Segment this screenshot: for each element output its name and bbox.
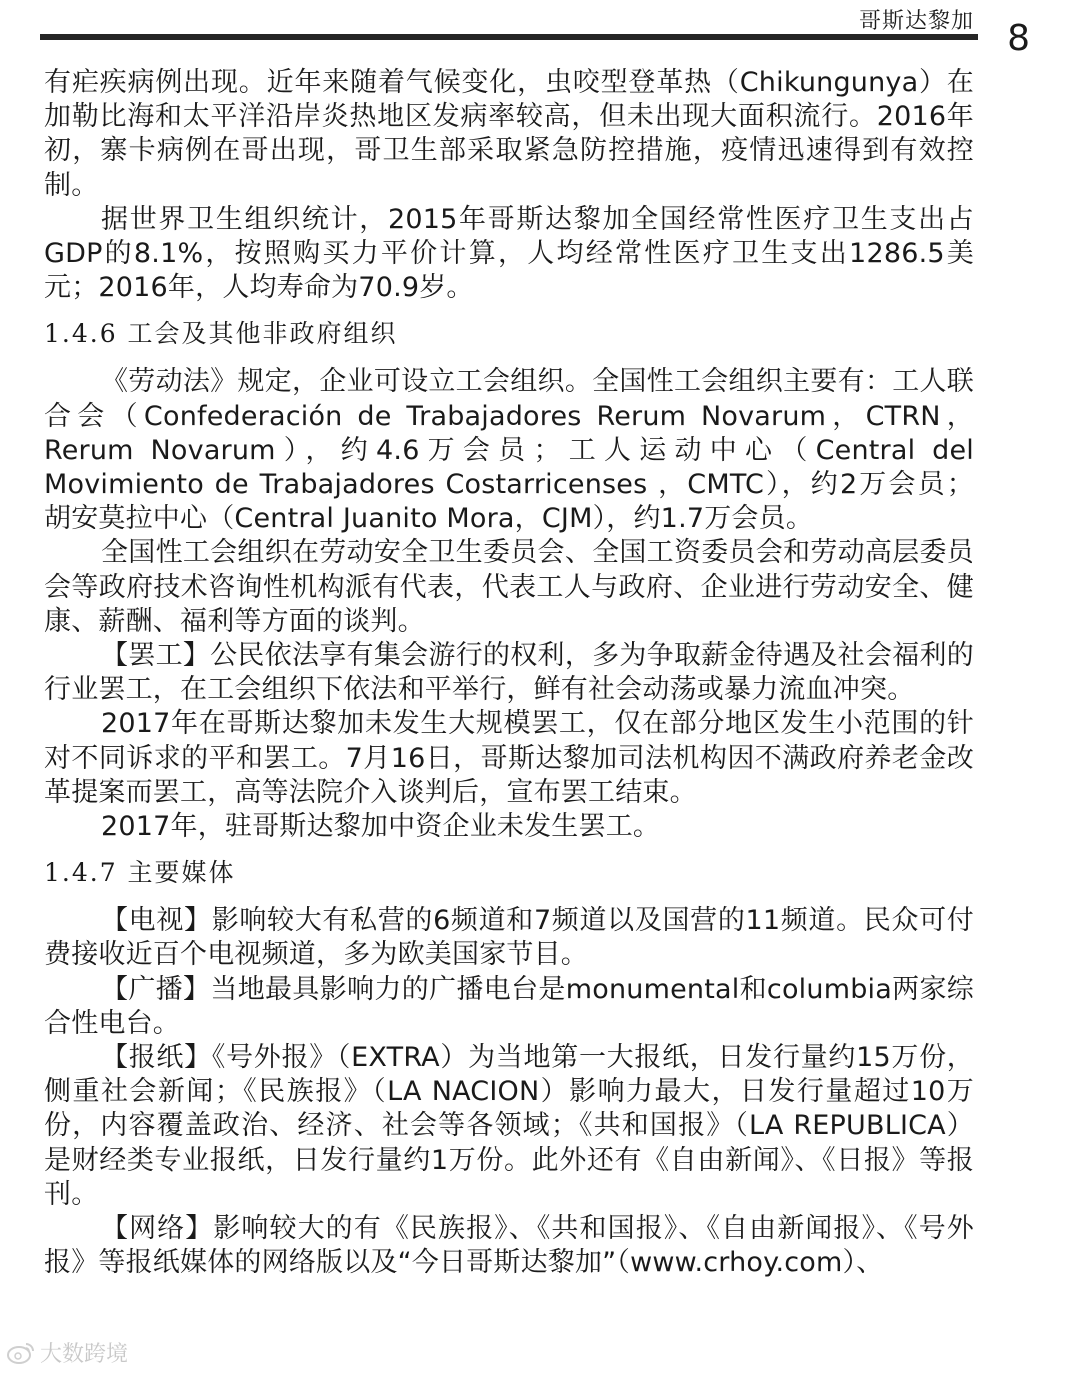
paragraph: 有疟疾病例出现。近年来随着气候变化，虫咬型登革热（Chikungunya）在加勒比海和太平洋沿岸炎热地区发病率较高，但未出现大面积流行。2016年初，寨卡病例在哥出现，哥卫生部采取紧急防控措施，疫情迅速得到有效控制。 <box>44 67 974 201</box>
header-rule <box>40 34 978 40</box>
paragraph: 全国性工会组织在劳动安全卫生委员会、全国工资委员会和劳动高层委员会等政府技术咨询性机构派有代表，代表工人与政府、企业进行劳动安全、健康、薪酬、福利等方面的谈判。 <box>44 537 974 637</box>
paragraph: 【电视】影响较大有私营的6频道和7频道以及国营的11频道。民众可付费接收近百个电视频道，多为欧美国家节目。 <box>44 905 974 971</box>
section-heading-1-4-6: 1.4.6 工会及其他非政府组织 <box>44 319 398 349</box>
paragraph: 据世界卫生组织统计，2015年哥斯达黎加全国经常性医疗卫生支出占GDP的8.1%，按照购买力平价计算，人均经常性医疗卫生支出1286.5美元；2016年，人均寿命为70.9岁。 <box>44 203 974 304</box>
header-title: 哥斯达黎加 <box>858 9 974 34</box>
watermark-text: 大数跨境 <box>40 1342 129 1367</box>
paragraph: 2017年，驻哥斯达黎加中资企业未发生罢工。 <box>101 811 661 843</box>
section-heading-1-4-7: 1.4.7 主要媒体 <box>44 858 236 888</box>
watermark <box>6 1337 128 1368</box>
page-number: 8 <box>1007 18 1030 59</box>
page-body <box>44 66 974 1281</box>
paragraph: 【网络】影响较大的有《民族报》、《共和国报》、《自由新闻报》、《号外报》等报纸媒体的网络版以及“今日哥斯达黎加”（www.crhoy.com）、 <box>44 1213 974 1279</box>
paragraph: 【报纸】《号外报》（EXTRA）为当地第一大报纸，日发行量约15万份，侧重社会新闻；《民族报》（LA NACION）影响力最大，日发行量超过10万份，内容覆盖政治、经济、社会等各领域；《共和国报》（LA REPUBLICA）是财经类专业报纸，日发行量约1万份。此外还有《自由新闻》、《日报》等报刊。 <box>44 1042 974 1210</box>
paragraph: 【罢工】公民依法享有集会游行的权利，多为争取薪金待遇及社会福利的行业罢工，在工会组织下依法和平举行，鲜有社会动荡或暴力流血冲突。 <box>44 640 974 706</box>
paragraph: 【广播】当地最具影响力的广播电台是monumental和columbia两家综合性电台。 <box>44 973 974 1039</box>
paragraph: 2017年在哥斯达黎加未发生大规模罢工，仅在部分地区发生小范围的针对不同诉求的平和罢工。7月16日，哥斯达黎加司法机构因不满政府养老金改革提案而罢工，高等法院介入谈判后，宣布罢工结束。 <box>44 708 974 808</box>
paragraph: 《劳动法》规定，企业可设立工会组织。全国性工会组织主要有：工人联合会（Confederación de Trabajadores Rerum Novarum，CTRN，Rerum Novarum），约4.6万会员；工人运动中心（Central del Movimiento de Trabajadores Costarricenses ，CMTC），约2万会员；胡安莫拉中心（Central Juanito Mora，CJM），约1.7万会员。 <box>44 366 974 535</box>
weibo-icon <box>6 1340 36 1366</box>
